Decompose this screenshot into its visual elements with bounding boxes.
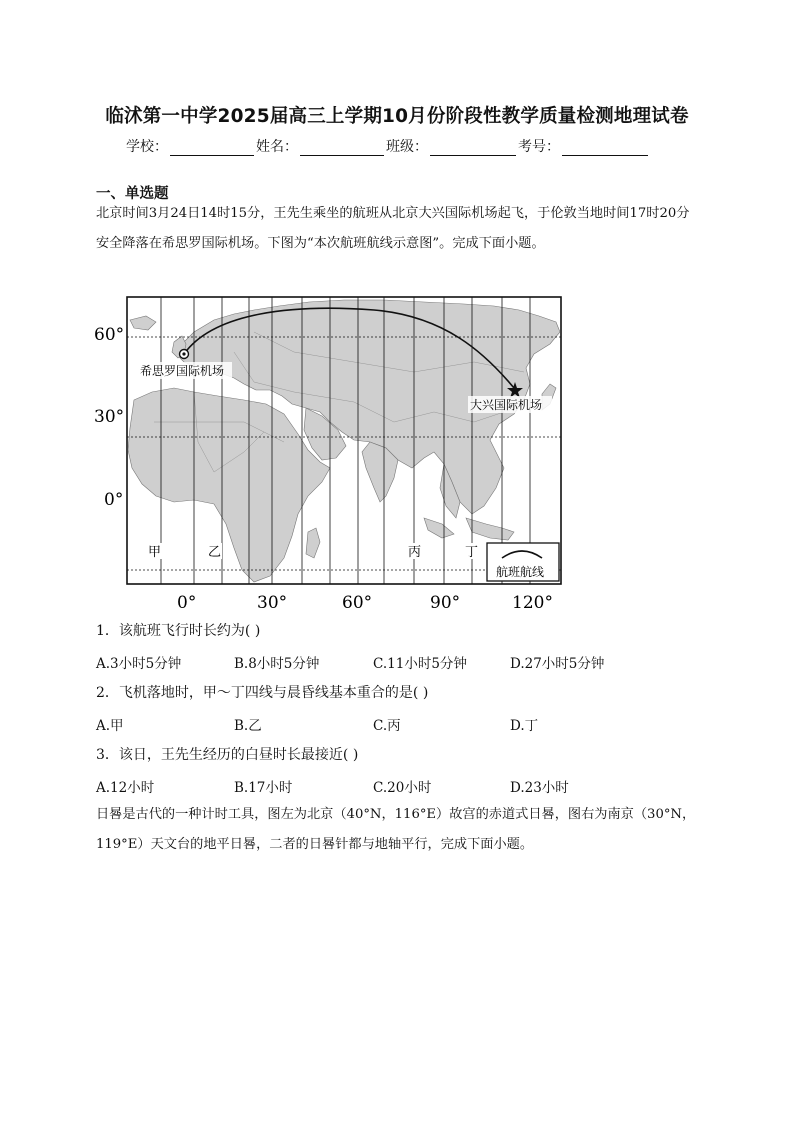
name-label: 姓名： xyxy=(256,139,298,155)
flight-route-map xyxy=(94,292,564,617)
lon-label-30: 30° xyxy=(257,593,288,613)
question-2-stem: 2．飞机落地时，甲～丁四线与晨昏线基本重合的是( ) xyxy=(96,685,429,701)
q3-option-d[interactable]: D.23小时 xyxy=(510,780,569,796)
school-label: 学校： xyxy=(126,139,168,155)
lon-label-120: 120° xyxy=(512,593,553,613)
q3-option-b[interactable]: B.17小时 xyxy=(234,780,293,796)
q1-option-a[interactable]: A.3小时5分钟 xyxy=(96,656,182,672)
line-label-jia: 甲 xyxy=(148,545,162,560)
exam-title: 临沭第一中学2025届高三上学期10月份阶段性教学质量检测地理试卷 xyxy=(105,106,689,127)
lat-label-0: 0° xyxy=(104,490,124,510)
q2-option-d[interactable]: D.丁 xyxy=(510,718,539,734)
id-label: 考号： xyxy=(518,139,560,155)
line-label-ding: 丁 xyxy=(465,545,479,560)
lon-label-60: 60° xyxy=(342,593,373,613)
line-label-yi: 乙 xyxy=(208,545,222,560)
q2-option-a[interactable]: A.甲 xyxy=(96,718,124,734)
daxing-label: 大兴国际机场 xyxy=(470,398,543,412)
name-blank[interactable] xyxy=(300,141,384,156)
intro-paragraph: 北京时间3月24日14时15分，王先生乘坐的航班从北京大兴国际机场起飞，于伦敦当地时间17时20分安全降落在希思罗国际机场。下图为“本次航班航线示意图”。完成下面小题。 xyxy=(96,206,690,251)
q1-option-c[interactable]: C.11小时5分钟 xyxy=(373,656,467,672)
question-1-stem: 1．该航班飞行时长约为( ) xyxy=(96,623,261,639)
legend-label: 航班航线 xyxy=(496,565,545,579)
q1-option-b[interactable]: B.8小时5分钟 xyxy=(234,656,320,672)
lon-label-90: 90° xyxy=(430,593,461,613)
heathrow-label: 希思罗国际机场 xyxy=(140,364,225,378)
lat-label-30: 30° xyxy=(94,407,125,427)
q3-option-a[interactable]: A.12小时 xyxy=(96,780,155,796)
student-info-row xyxy=(126,136,650,156)
section-title: 一、单选题 xyxy=(96,186,169,202)
lat-label-60: 60° xyxy=(94,325,125,345)
q2-option-b[interactable]: B.乙 xyxy=(234,718,262,734)
q2-option-c[interactable]: C.丙 xyxy=(373,718,401,734)
class-blank[interactable] xyxy=(430,141,516,156)
id-blank[interactable] xyxy=(562,141,648,156)
school-blank[interactable] xyxy=(170,141,254,156)
lon-label-0: 0° xyxy=(177,593,197,613)
line-label-bing: 丙 xyxy=(408,545,422,560)
class-label: 班级： xyxy=(386,139,428,155)
question-3-stem: 3．该日，王先生经历的白昼时长最接近( ) xyxy=(96,747,359,763)
q3-option-c[interactable]: C.20小时 xyxy=(373,780,432,796)
closing-paragraph: 日晷是古代的一种计时工具，图左为北京（40°N，116°E）故宫的赤道式日晷，图右为南京（30°N，119°E）天文台的地平日晷，二者的日晷针都与地轴平行，完成下面小题。 xyxy=(96,807,696,852)
q1-option-d[interactable]: D.27小时5分钟 xyxy=(510,656,605,672)
